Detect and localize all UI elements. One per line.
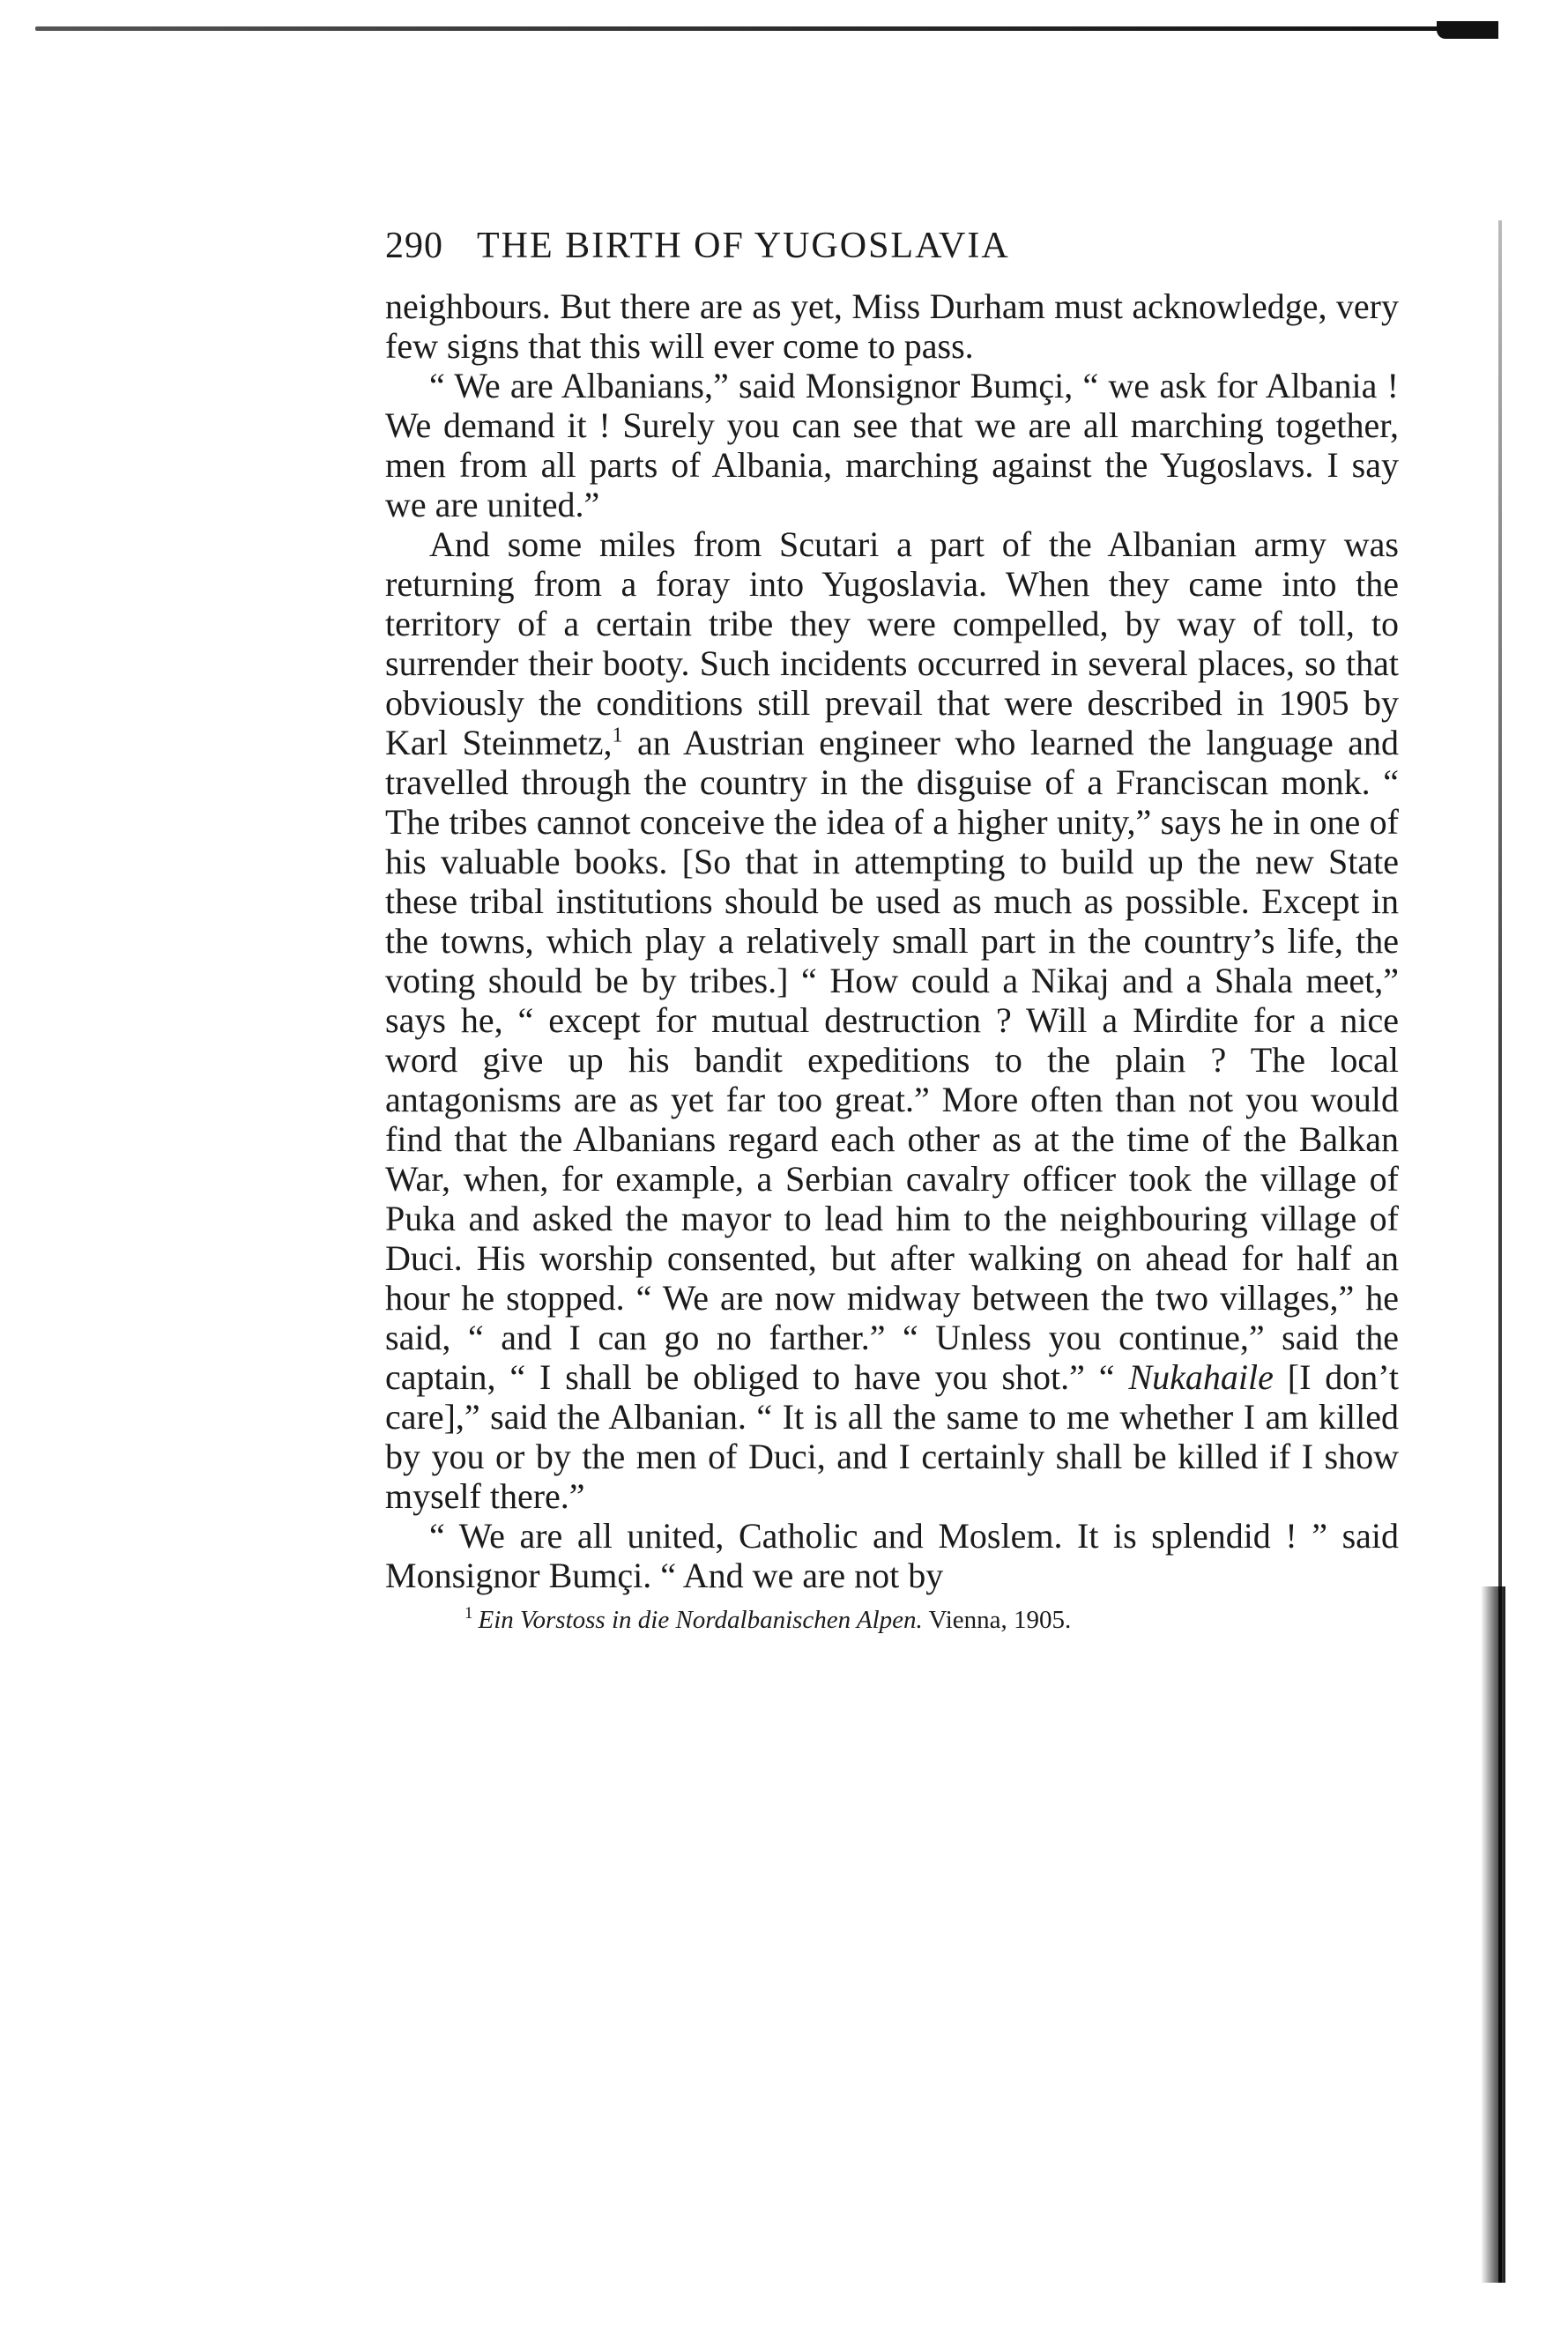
paragraph-2: “ We are Albanians,” said Monsignor Bumçi, “ we ask for Albania ! We demand it ! Surely you can see that we are all marching together, men from all parts of Albania, marching against the Yugoslavs. I say we are united.” bbox=[385, 366, 1399, 524]
footnote-reference: 1 bbox=[612, 724, 623, 747]
page-number: 290 bbox=[385, 226, 443, 266]
italic-word: Nukahaile bbox=[1128, 1357, 1274, 1397]
body-text bbox=[385, 286, 1399, 1595]
footnote-title: Ein Vorstoss in die Nordalbanischen Alpen. bbox=[478, 1606, 923, 1634]
book-page bbox=[385, 225, 1399, 1636]
paragraph-4: “ We are all united, Catholic and Moslem. It is splendid ! ” said Monsignor Bumçi. “ And we are not by bbox=[385, 1516, 1399, 1595]
book-title: THE BIRTH OF YUGOSLAVIA bbox=[477, 226, 1010, 266]
paragraph-3 bbox=[385, 524, 1399, 1516]
footnote-rest: Vienna, 1905. bbox=[922, 1606, 1072, 1634]
running-head bbox=[385, 225, 1399, 286]
paragraph-1: neighbours. But there are as yet, Miss Durham must acknowledge, very few signs that this will ever come to pass. bbox=[385, 286, 1399, 366]
paragraph-3-part-1: And some miles from Scutari a part of the Albanian army was returning from a foray into Yugoslavia. When they came into the territory of a certain tribe they were compelled, by way of toll, to surrender their booty. Such incidents occurred in several places, so that obviously the conditions still prevail that were described in 1905 by Karl Steinmetz, bbox=[385, 524, 1399, 762]
paragraph-3-part-3: [I don’t care],” said the Albanian. “ It is all the same to me whether I am killed by you or by the men of Duci, and I certainly shall be killed if I show myself there.” bbox=[385, 1357, 1399, 1516]
footnote-number: 1 bbox=[464, 1604, 473, 1623]
scan-binding-shadow bbox=[1481, 1586, 1505, 2283]
footnote bbox=[385, 1604, 1399, 1636]
paragraph-3-part-2: an Austrian engineer who learned the language and travelled through the country in the disguise of a Franciscan monk. “ The tribes cannot conceive the idea of a higher unity,” says he in one of his valuable books. [So that in attempting to build up the new State these tribal institutions should be used as much as possible. Except in the towns, which play a relatively small part in the country’s life, the voting should be by tribes.] “ How could a Nikaj and a Shala meet,” says he, “ except for mutual destruction ? Will a Mirdite for a nice word give up his bandit expeditions to the plain ? The local antagonisms are as yet far too great.” More often than not you would find that the Albanians regard each other as at the time of the Balkan War, when, for example, a Serbian cavalry officer took the village of Puka and asked the mayor to lead him to the neighbouring village of Duci. His worship consented, but after walking on ahead for half an hour he stopped. “ We are now midway between the two villages,” he said, “ and I can go no farther.” “ Unless you continue,” said the captain, “ I shall be obliged to have you shot.” “ bbox=[385, 723, 1399, 1397]
scan-top-rule bbox=[35, 26, 1498, 31]
